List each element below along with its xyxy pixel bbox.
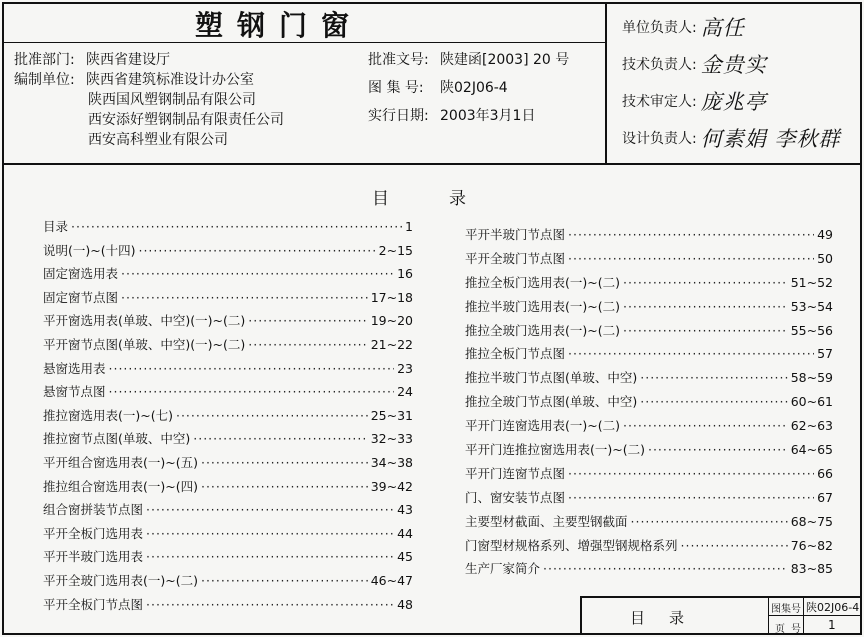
compile-org-4: 西安高科塑业有限公司 bbox=[88, 132, 228, 148]
toc-entry-page: 53~54 bbox=[790, 298, 833, 314]
toc-leader-dots bbox=[121, 290, 368, 305]
toc-entry-page: 68~75 bbox=[790, 513, 833, 529]
toc-leader-dots bbox=[623, 323, 788, 338]
document-title: 塑钢门窗 bbox=[195, 9, 364, 42]
toc-entry-label: 悬窗节点图 bbox=[43, 384, 106, 400]
toc-entry-label: 推拉窗节点图(单玻、中空) bbox=[43, 431, 191, 447]
atlas-no-label: 图 集 号: bbox=[368, 80, 424, 96]
toc-entry-page: 1 bbox=[405, 219, 413, 234]
toc-entry-label: 固定窗选用表 bbox=[43, 266, 119, 282]
toc-entry-label: 平开门连窗节点图 bbox=[465, 465, 566, 481]
responsible-label: 单位负责人: bbox=[622, 19, 697, 36]
toc-leader-dots bbox=[568, 251, 814, 266]
toc-entry-page: 51~52 bbox=[790, 274, 833, 290]
toc-entry-page: 19~20 bbox=[370, 313, 413, 329]
toc-entry-label: 说明(一)~(十四) bbox=[43, 242, 136, 258]
atlas-number-value: 陕02J06-4 bbox=[806, 601, 860, 614]
toc-entry-label: 平开全板门选用表 bbox=[43, 525, 144, 541]
title-block-name: 目录 bbox=[630, 609, 709, 627]
toc-entry-label: 平开全板门节点图 bbox=[43, 596, 144, 612]
toc-leader-dots bbox=[146, 549, 394, 564]
toc-leader-dots bbox=[631, 514, 788, 529]
signature: 庞兆亭 bbox=[700, 89, 767, 114]
toc-entry[interactable] bbox=[43, 524, 413, 548]
toc-leader-dots bbox=[568, 466, 814, 481]
toc-leader-dots bbox=[121, 266, 394, 281]
toc-entry[interactable] bbox=[465, 512, 833, 536]
header-vertical-divider bbox=[605, 2, 607, 163]
toc-leader-dots bbox=[543, 561, 788, 576]
signature: 金贵实 bbox=[700, 52, 767, 77]
toc-entry-page: 55~56 bbox=[790, 322, 833, 338]
responsible-label: 技术负责人: bbox=[622, 56, 697, 73]
responsible-row bbox=[622, 8, 840, 45]
toc-entry-page: 57 bbox=[817, 346, 833, 362]
toc-entry-label: 固定窗节点图 bbox=[43, 289, 119, 305]
toc-entry-page: 16 bbox=[397, 266, 413, 282]
toc-leader-dots bbox=[109, 384, 395, 399]
toc-entry[interactable] bbox=[465, 464, 833, 488]
toc-entry[interactable] bbox=[43, 595, 413, 619]
approval-dept-row bbox=[14, 50, 284, 70]
signature: 何素娟 李秋群 bbox=[700, 126, 841, 151]
toc-entry-label: 推拉全板门选用表(一)~(二) bbox=[465, 274, 620, 290]
toc-entry[interactable] bbox=[465, 344, 833, 368]
toc-leader-dots bbox=[568, 490, 814, 505]
toc-entry-label: 平开门连窗选用表(一)~(二) bbox=[465, 418, 620, 434]
atlas-number-label: 图集号 bbox=[771, 604, 801, 615]
responsible-row bbox=[622, 45, 840, 82]
toc-entry-label: 主要型材截面、主要型钢截面 bbox=[465, 513, 628, 529]
toc-entry-page: 83~85 bbox=[790, 561, 833, 577]
toc-entry[interactable] bbox=[43, 477, 413, 501]
approval-doc-value: 陕建函[2003] 20 号 bbox=[440, 52, 570, 68]
compile-org-1: 陕西省建筑标准设计办公室 bbox=[86, 72, 254, 88]
toc-entry-label: 推拉全板门节点图 bbox=[465, 346, 566, 362]
approval-doc-row bbox=[368, 50, 569, 70]
toc-entry[interactable] bbox=[465, 273, 833, 297]
toc-entry[interactable] bbox=[43, 453, 413, 477]
compile-unit-row bbox=[14, 70, 284, 150]
approval-dept-label: 批准部门: bbox=[14, 52, 75, 68]
responsible-row bbox=[622, 82, 840, 119]
atlas-no-value: 陕02J06-4 bbox=[440, 80, 508, 96]
toc-entry-page: 49 bbox=[817, 227, 833, 242]
toc-entry-label: 推拉组合窗选用表(一)~(四) bbox=[43, 478, 198, 494]
toc-leader-dots bbox=[623, 299, 788, 314]
toc-entry-page: 46~47 bbox=[370, 572, 413, 588]
toc-entry-page: 24 bbox=[397, 384, 413, 400]
toc-entry-page: 32~33 bbox=[370, 431, 413, 447]
toc-entry[interactable] bbox=[465, 536, 833, 560]
left-meta-block bbox=[14, 50, 284, 150]
toc-leader-dots bbox=[201, 479, 368, 494]
toc-leader-dots bbox=[248, 337, 367, 352]
toc-entry-page: 34~38 bbox=[370, 454, 413, 470]
page-number-label: 页号 bbox=[775, 624, 807, 635]
toc-entry[interactable] bbox=[43, 547, 413, 571]
toc-leader-dots bbox=[109, 361, 395, 376]
toc-entry[interactable] bbox=[43, 335, 413, 359]
toc-entry-page: 60~61 bbox=[790, 394, 833, 410]
toc-entry[interactable] bbox=[465, 416, 833, 440]
toc-entry[interactable] bbox=[43, 311, 413, 335]
toc-leader-dots bbox=[640, 370, 787, 385]
responsible-row bbox=[622, 119, 840, 156]
toc-entry-label: 生产厂家简介 bbox=[465, 561, 541, 577]
toc-entry[interactable] bbox=[43, 406, 413, 430]
toc-entry-label: 推拉半玻门节点图(单玻、中空) bbox=[465, 370, 638, 386]
toc-entry[interactable] bbox=[43, 264, 413, 288]
toc-entry-label: 平开组合窗选用表(一)~(五) bbox=[43, 454, 198, 470]
toc-entry-page: 39~42 bbox=[370, 478, 413, 494]
mid-meta-block bbox=[368, 50, 569, 134]
toc-leader-dots bbox=[146, 502, 394, 517]
toc-entry-page: 23 bbox=[397, 360, 413, 376]
toc-entry[interactable] bbox=[465, 440, 833, 464]
toc-entry-label: 悬窗选用表 bbox=[43, 360, 106, 376]
toc-leader-dots bbox=[138, 243, 375, 258]
toc-entry-page: 58~59 bbox=[790, 370, 833, 386]
toc-entry-label: 推拉全玻门节点图(单玻、中空) bbox=[465, 394, 638, 410]
toc-entry-page: 50 bbox=[817, 250, 833, 266]
toc-entry[interactable] bbox=[465, 392, 833, 416]
toc-entry-page: 62~63 bbox=[790, 418, 833, 434]
toc-entry[interactable] bbox=[465, 368, 833, 392]
title-block-divider bbox=[768, 615, 862, 616]
page-number-value: 1 bbox=[828, 618, 836, 632]
toc-leader-dots bbox=[568, 346, 814, 361]
toc-leader-dots bbox=[248, 313, 367, 328]
toc-entry-page: 45 bbox=[397, 549, 413, 565]
compile-unit-label: 编制单位: bbox=[14, 72, 75, 88]
toc-left-column bbox=[43, 217, 413, 618]
atlas-no-row bbox=[368, 78, 569, 98]
toc-entry-page: 67 bbox=[817, 489, 833, 505]
toc-entry-page: 48 bbox=[397, 596, 413, 612]
toc-entry[interactable] bbox=[43, 288, 413, 312]
toc-leader-dots bbox=[146, 526, 394, 541]
compile-org-2: 陕西国风塑钢制品有限公司 bbox=[88, 92, 256, 108]
toc-entry-label: 推拉窗选用表(一)~(七) bbox=[43, 407, 173, 423]
toc-leader-dots bbox=[201, 455, 368, 470]
toc-entry[interactable] bbox=[43, 241, 413, 265]
toc-entry[interactable] bbox=[43, 429, 413, 453]
toc-entry-label: 平开窗节点图(单玻、中空)(一)~(二) bbox=[43, 336, 246, 352]
toc-leader-dots bbox=[648, 442, 788, 457]
toc-entry[interactable] bbox=[465, 559, 833, 583]
toc-entry[interactable] bbox=[43, 382, 413, 406]
header-divider bbox=[2, 163, 862, 165]
toc-leader-dots bbox=[176, 408, 368, 423]
toc-entry-label: 平开门连推拉窗选用表(一)~(二) bbox=[465, 442, 645, 458]
toc-entry-label: 推拉半玻门选用表(一)~(二) bbox=[465, 298, 620, 314]
toc-entry[interactable] bbox=[465, 297, 833, 321]
effective-date-row bbox=[368, 106, 569, 126]
toc-entry[interactable] bbox=[43, 571, 413, 595]
toc-entry-label: 平开半玻门选用表 bbox=[43, 549, 144, 565]
toc-leader-dots bbox=[568, 227, 814, 242]
toc-entry-label: 平开全玻门选用表(一)~(二) bbox=[43, 572, 198, 588]
toc-entry[interactable] bbox=[43, 217, 413, 241]
responsible-label: 设计负责人: bbox=[622, 130, 697, 147]
toc-leader-dots bbox=[640, 394, 787, 409]
effective-date-label: 实行日期: bbox=[368, 108, 429, 124]
toc-entry-page: 44 bbox=[397, 525, 413, 541]
toc-entry[interactable] bbox=[43, 500, 413, 524]
toc-entry-page: 17~18 bbox=[370, 289, 413, 305]
toc-entry-label: 平开全玻门节点图 bbox=[465, 250, 566, 266]
toc-entry-page: 76~82 bbox=[790, 537, 833, 553]
toc-entry-label: 门窗型材规格系列、增强型钢规格系列 bbox=[465, 537, 678, 553]
toc-entry-page: 64~65 bbox=[790, 442, 833, 458]
toc-leader-dots bbox=[623, 418, 788, 433]
toc-heading: 目录 bbox=[372, 189, 526, 209]
toc-entry-page: 25~31 bbox=[370, 407, 413, 423]
approval-dept-value: 陕西省建设厅 bbox=[86, 52, 170, 68]
signature: 高任 bbox=[700, 15, 745, 40]
toc-entry[interactable] bbox=[43, 359, 413, 383]
toc-leader-dots bbox=[71, 219, 402, 234]
toc-entry-page: 66 bbox=[817, 465, 833, 481]
toc-leader-dots bbox=[681, 538, 788, 553]
approval-doc-label: 批准文号: bbox=[368, 52, 429, 68]
toc-entry[interactable] bbox=[465, 488, 833, 512]
responsible-block bbox=[622, 8, 840, 156]
toc-right-column bbox=[465, 225, 833, 583]
toc-entry-page: 43 bbox=[397, 502, 413, 518]
toc-entry[interactable] bbox=[465, 225, 833, 249]
toc-leader-dots bbox=[623, 275, 788, 290]
compile-org-3: 西安添好塑钢制品有限责任公司 bbox=[88, 112, 284, 128]
effective-date-value: 2003年3月1日 bbox=[440, 108, 536, 124]
toc-entry-label: 推拉全玻门选用表(一)~(二) bbox=[465, 322, 620, 338]
toc-leader-dots bbox=[201, 573, 368, 588]
toc-entry-page: 21~22 bbox=[370, 336, 413, 352]
toc-entry-label: 门、窗安装节点图 bbox=[465, 489, 566, 505]
toc-entry-label: 组合窗拼装节点图 bbox=[43, 502, 144, 518]
toc-entry-label: 平开半玻门节点图 bbox=[465, 227, 566, 242]
toc-entry[interactable] bbox=[465, 249, 833, 273]
toc-entry-label: 目录 bbox=[43, 219, 69, 234]
toc-entry-label: 平开窗选用表(单玻、中空)(一)~(二) bbox=[43, 313, 246, 329]
toc-leader-dots bbox=[146, 597, 394, 612]
toc-leader-dots bbox=[193, 431, 367, 446]
toc-entry[interactable] bbox=[465, 321, 833, 345]
responsible-label: 技术审定人: bbox=[622, 93, 697, 110]
toc-entry-page: 2~15 bbox=[378, 242, 413, 258]
